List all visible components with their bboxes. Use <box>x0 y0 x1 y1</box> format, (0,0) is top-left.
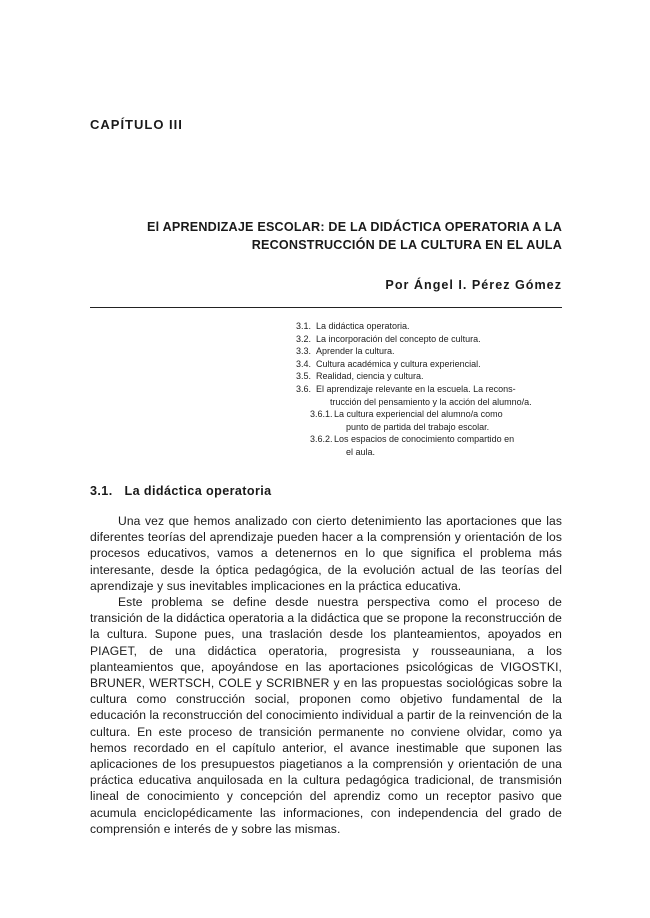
toc-entry-number: 3.6.2. <box>310 434 333 445</box>
toc-entry-text: Aprender la cultura. <box>316 346 395 357</box>
toc-entry-number: 3.6. <box>296 383 312 394</box>
toc-entry-text: La didáctica operatoria. <box>316 321 410 331</box>
paragraph: Este problema se define desde nuestra perspectiva como el proceso de transición de la didáctica operatoria a la didáctica que se propone la reconstrucción de la cultura. Supone pues, una traslación desde los planteamientos, apoyados en PIAGET, de una didáctica operatoria, progresista y rousseauniana, a los planteamientos que, apoyándose en las aportaciones psicológicas de VIGOSTKI, BRUNER, WERTSCH, COLE y SCRIBNER y en las propuestas sociológicas sobre la cultura como construcción social, proponen como objetivo fundamental de la educación la reconstrucción del conocimiento individual a partir de la reinvención de la cultura. En este proceso de transición permanente no conviene olvidar, como ya hemos recordado en el capítulo anterior, el avance inestimable que suponen las aplicaciones de los presupuestos piagetianos a la comprensión y orientación de una práctica educativa anquilosada en la cultura pedagógica tradicional, de transmisión lineal de conocimiento y concepción del aprendiz como un receptor pasivo que acumula enciclopédicamente las informaciones, con independencia del grado de comprensión e interés de y sobre las mismas. <box>90 595 563 836</box>
toc-entry-text: Los espacios de conocimiento compartido en <box>334 434 515 445</box>
toc-entry <box>296 383 576 408</box>
toc-entry-text: La incorporación del concepto de cultura. <box>316 333 481 344</box>
toc-entry-number: 3.2. <box>296 333 312 344</box>
chapter-title-line-2: RECONSTRUCCIÓN DE LA CULTURA EN EL AULA <box>251 238 562 252</box>
author-byline: Por Ángel I. Pérez Gómez <box>385 278 562 292</box>
toc-entry <box>296 358 576 371</box>
toc-entry-number: 3.6.1. <box>310 409 333 420</box>
toc-entry-number: 3.4. <box>296 358 312 369</box>
toc-subentry <box>296 433 576 458</box>
toc-entry-continuation: el aula. <box>346 446 376 457</box>
toc-entry <box>296 345 576 358</box>
body-text <box>90 513 562 837</box>
toc-subentry <box>296 408 576 433</box>
toc-entry-text: El aprendizaje relevante en la escuela. La recons- <box>316 383 516 394</box>
toc-entry-continuation: trucción del pensamiento y la acción del alumno/a. <box>330 396 532 407</box>
horizontal-divider <box>90 307 562 308</box>
toc-entry-text: Realidad, ciencia y cultura. <box>316 371 424 382</box>
section-number: 3.1. <box>90 484 113 498</box>
toc-entry-number: 3.1. <box>296 321 312 331</box>
toc-entry-text: La cultura experiencial del alumno/a como <box>334 409 503 420</box>
chapter-title <box>110 218 562 254</box>
section-heading <box>90 484 272 498</box>
toc-entry-text: Cultura académica y cultura experiencial. <box>316 358 481 369</box>
chapter-title-line-1: El APRENDIZAJE ESCOLAR: DE LA DIDÁCTICA OPERATORIA A LA <box>147 220 562 234</box>
section-title: La didáctica operatoria <box>124 484 272 498</box>
toc-entry <box>296 320 576 333</box>
toc-entry <box>296 333 576 346</box>
chapter-label: CAPÍTULO III <box>90 117 183 132</box>
toc-entry <box>296 370 576 383</box>
toc-entry-number: 3.3. <box>296 346 312 357</box>
toc-entry-number: 3.5. <box>296 371 312 382</box>
table-of-contents <box>296 320 576 459</box>
paragraph: Una vez que hemos analizado con cierto detenimiento las aportaciones que las diferentes teorías del aprendizaje pueden hacer a la comprensión y orientación de los procesos educativos, vamos a detenernos en lo que significa el problema más interesante, desde la óptica pedagógica, de la evolución actual de las teorías del aprendizaje y sus inevitables implicaciones en la práctica educativa. <box>90 514 562 593</box>
toc-entry-continuation: punto de partida del trabajo escolar. <box>346 421 490 432</box>
